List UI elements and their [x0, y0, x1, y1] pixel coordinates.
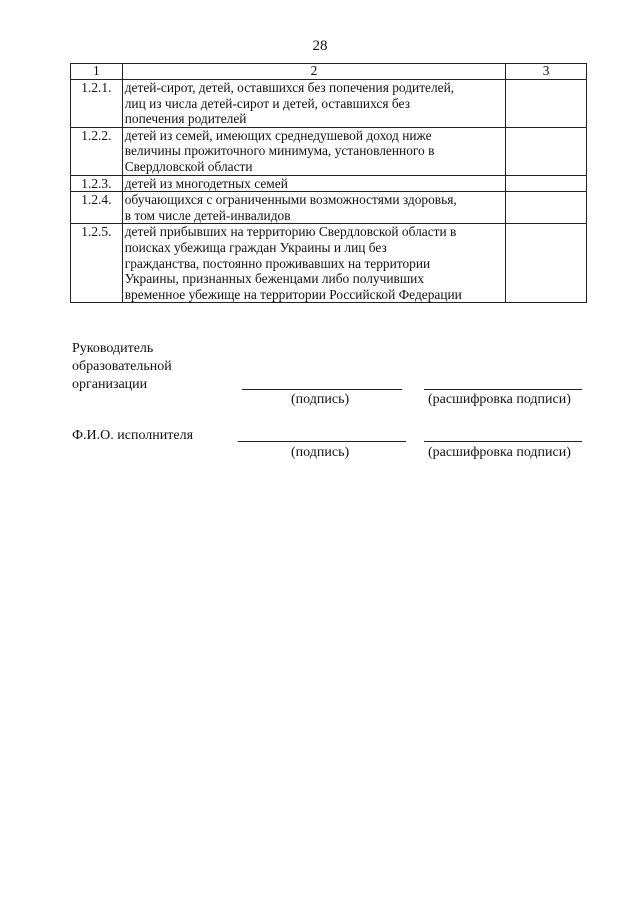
row-description [122, 175, 505, 192]
table-row [71, 127, 587, 175]
row-text-line: временное убежище на территории Российской Федерации [124, 286, 462, 302]
signature-caption: (подпись) [291, 392, 350, 407]
table-row [71, 224, 587, 303]
row-text-line: гражданства, постоянно проживавших на территории [124, 255, 431, 271]
table-row [71, 192, 587, 224]
row-text-line: Свердловской области [124, 158, 253, 174]
column-header-1: 1 [71, 64, 123, 80]
row-value [506, 175, 587, 192]
row-description [122, 80, 505, 128]
row-text-line: поисках убежища граждан Украины и лиц без [124, 239, 387, 255]
row-number: 1.2.2. [71, 127, 123, 175]
row-value [506, 192, 587, 224]
row-text-line: величины прожиточного минимума, установленного в [124, 143, 435, 159]
executor-signature-line[interactable] [238, 441, 406, 442]
table-header-row [71, 64, 587, 80]
row-value [506, 127, 587, 175]
head-decoding-line[interactable] [424, 389, 582, 390]
row-text-line: детей-сирот, детей, оставшихся без попечения родителей, [124, 80, 455, 95]
row-text-line: обучающихся с ограниченными возможностями здоровья, [124, 192, 457, 208]
signature-caption: (подпись) [291, 445, 350, 460]
row-text-line: попечения родителей [124, 111, 247, 127]
row-value [506, 80, 587, 128]
head-label-line: организации [72, 377, 148, 392]
row-number: 1.2.1. [71, 80, 123, 128]
head-signature-line[interactable] [242, 389, 402, 390]
row-description [122, 224, 505, 303]
column-header-3: 3 [506, 64, 587, 80]
executor-label: Ф.И.О. исполнителя [72, 428, 194, 443]
row-number: 1.2.4. [71, 192, 123, 224]
head-label [72, 340, 172, 394]
row-value [506, 224, 587, 303]
table-row [71, 80, 587, 128]
column-header-2: 2 [122, 64, 505, 80]
row-text-line: детей из многодетных семей [124, 175, 288, 191]
row-text-line: детей прибывших на территорию Свердловской области в [124, 224, 457, 240]
row-number: 1.2.5. [71, 224, 123, 303]
executor-decoding-line[interactable] [424, 441, 582, 442]
row-text-line: Украины, признанных беженцами либо получивших [124, 271, 425, 287]
row-number: 1.2.3. [71, 175, 123, 192]
row-description [122, 192, 505, 224]
head-label-line: Руководитель [72, 341, 154, 356]
data-table [70, 63, 587, 303]
row-text-line: детей из семей, имеющих среднедушевой доход ниже [124, 127, 432, 143]
row-description [122, 127, 505, 175]
row-text-line: лиц из числа детей-сирот и детей, оставшихся без [124, 95, 410, 111]
decoding-caption: (расшифровка подписи) [428, 392, 571, 407]
row-text-line: в том числе детей-инвалидов [124, 207, 291, 223]
head-label-line: образовательной [72, 359, 172, 374]
table-row [71, 175, 587, 192]
decoding-caption: (расшифровка подписи) [428, 445, 571, 460]
page-number: 28 [312, 38, 328, 54]
